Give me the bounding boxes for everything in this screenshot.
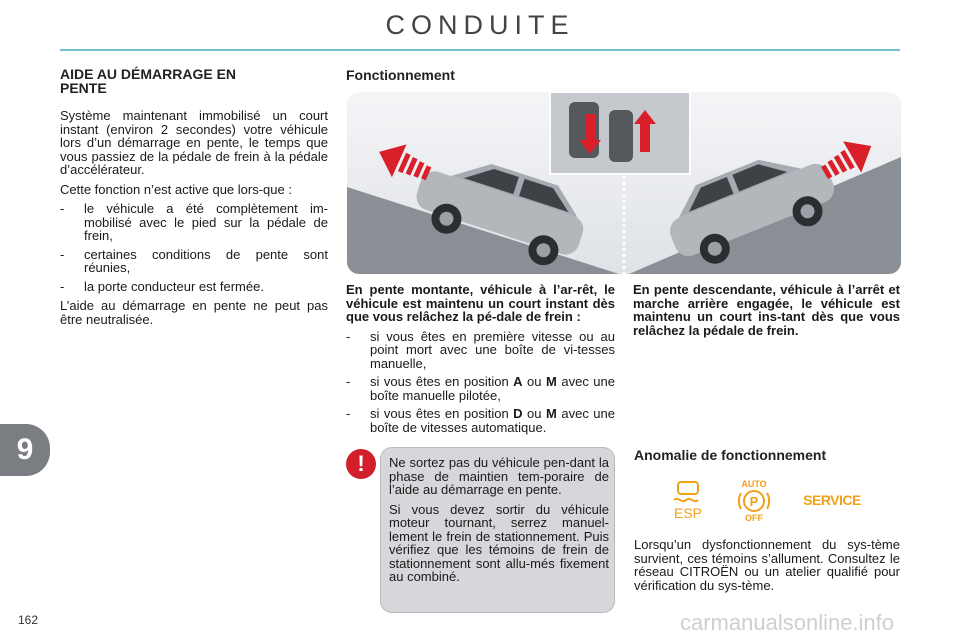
downhill-text: En pente descendante, véhicule à l’arrêt et marche arrière engagée, le véhicule est maintenu un court ins-tant dès que vous relâchez la pédale de frein.: [633, 282, 900, 338]
warning-paragraph-2: Si vous devez sortir du véhicule moteur tournant, serrez manuel-lement le frein de stationnement. Puis vérifiez que les témoins de frein de stationnement sont allu-més fixement au combiné.: [389, 501, 609, 584]
list-item-text: avec une boîte manuelle pilotée,: [370, 374, 616, 403]
list-item: [346, 375, 615, 402]
p-label: P: [749, 494, 759, 509]
esp-label: ESP: [673, 505, 703, 521]
fonctionnement-title: Fonctionnement: [346, 67, 455, 83]
left-paragraph-1: Système maintenant immobilisé un court instant (environ 2 secondes) votre véhicule lors d’un démarrage en pente, le temps que vous passiez de la pédale de frein à la pédale d’accélérateur.: [60, 108, 328, 177]
service-warning-light-icon: [800, 478, 864, 522]
gear-position: M: [546, 406, 557, 421]
list-item-text: si vous êtes en position: [370, 374, 514, 389]
chapter-tab: 9: [0, 424, 50, 476]
auto-label: AUTO: [741, 479, 767, 489]
gear-position: M: [546, 374, 557, 389]
warning-exclamation-icon: !: [346, 449, 376, 479]
warning-text: [389, 456, 609, 590]
anomalie-text: Lorsqu’un dysfonctionnement du sys-tème survient, ces témoins s’allument. Consultez le réseau CITROËN ou un atelier qualifié pour vérification du sys-tème.: [634, 537, 900, 593]
hill-start-illustration: [347, 92, 901, 274]
uphill-lead: En pente montante, véhicule à l’ar-rêt, le véhicule est maintenu un court instant dès que vous relâchez la pé-dale de frein :: [346, 282, 615, 324]
left-column: [60, 67, 328, 332]
accelerator-pedal: [609, 110, 633, 162]
list-item: - le véhicule a été complètement im-mobilisé avec le pied sur la pédale de frein,: [60, 202, 328, 243]
gear-position: D: [513, 406, 523, 421]
list-item: [346, 407, 615, 434]
left-condition-list: [60, 202, 328, 293]
anomalie-title: Anomalie de fonctionnement: [634, 447, 827, 463]
left-paragraph-2: Cette fonction n’est active que lors-que :: [60, 181, 292, 197]
section-title-line2: PENTE: [60, 80, 107, 96]
gear-position: A: [513, 374, 523, 389]
warning-box: [380, 447, 615, 613]
list-item-text: si vous êtes en position: [370, 406, 514, 421]
list-item: [346, 330, 615, 371]
list-item-text: ou: [522, 374, 547, 389]
illustration-svg: [347, 92, 901, 274]
auto-parking-brake-light-icon: [724, 478, 784, 522]
page-header-title: CONDUITE: [385, 10, 575, 40]
list-item: - la porte conducteur est fermée.: [60, 280, 328, 294]
list-item-text: ou: [522, 406, 547, 421]
section-title-hill-start: [60, 67, 328, 95]
list-item-text: avec une boîte de vitesses automatique.: [370, 406, 616, 435]
page-number: 162: [18, 613, 39, 627]
service-label: SERVICE: [803, 492, 861, 508]
left-paragraph-3: L’aide au démarrage en pente ne peut pas être neutralisée.: [60, 298, 328, 327]
list-item: - certaines conditions de pente sont réunies,: [60, 248, 328, 275]
list-item-text: si vous êtes en première vitesse ou au point mort avec une boîte de vi-tesses manuelle,: [370, 328, 615, 371]
off-label: OFF: [745, 513, 763, 522]
esp-warning-light-icon: [658, 478, 718, 522]
uphill-column: [346, 283, 615, 440]
header-rule: [60, 49, 900, 51]
watermark: carmanualsonline.info: [680, 610, 895, 635]
warning-paragraph-1: Ne sortez pas du véhicule pen-dant la phase de maintien tem-poraire de l’aide au démarrage en pente.: [389, 455, 609, 497]
section-title-line1: AIDE AU DÉMARRAGE EN: [60, 66, 237, 82]
uphill-list: [346, 330, 615, 435]
